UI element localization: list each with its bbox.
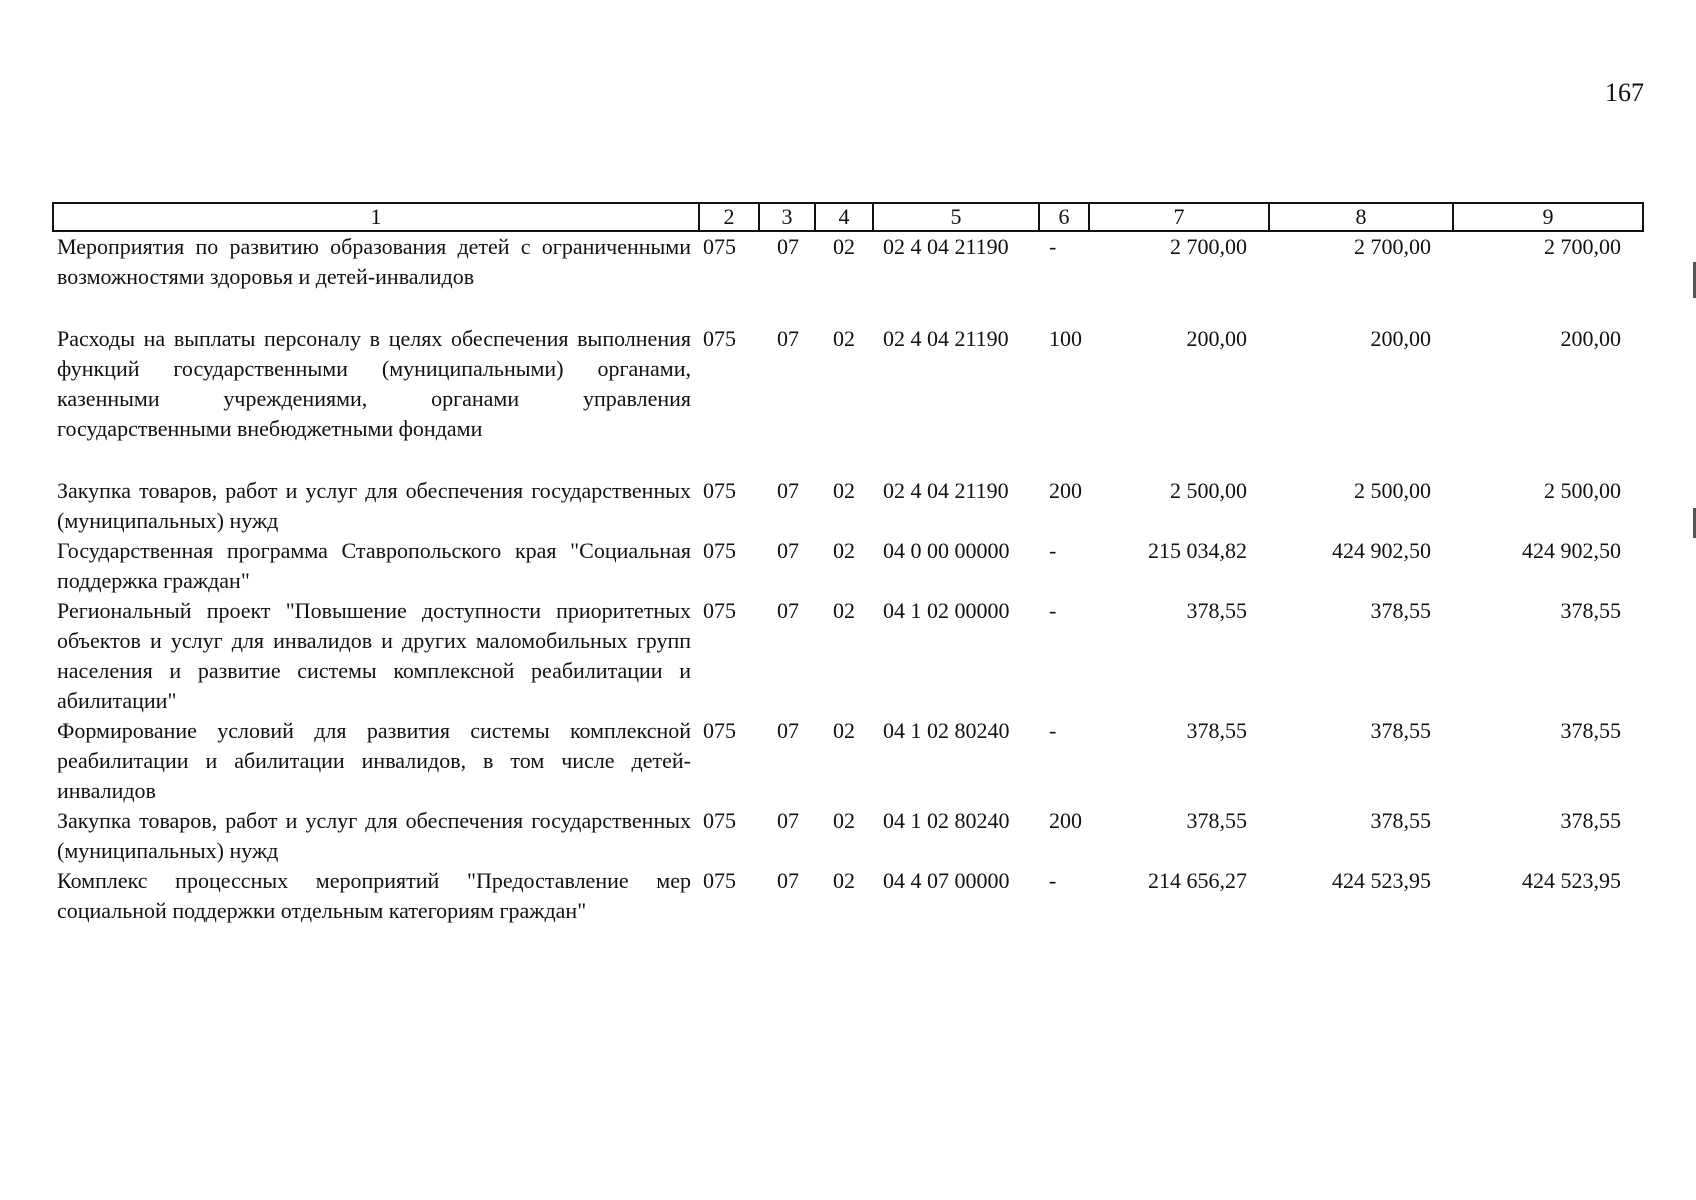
subsection-code: 02 [833,718,855,743]
column-header: 3 [759,203,815,231]
amount-col7: 2 500,00 [1170,478,1247,503]
column-header: 7 [1089,203,1269,231]
subsection-code: 02 [833,538,855,563]
table-row [53,324,1643,476]
amount-col7: 215 034,82 [1148,538,1247,563]
amount-col8: 378,55 [1370,808,1431,833]
subsection-code: 02 [833,234,855,259]
amount-col9: 424 523,95 [1522,868,1621,893]
amount-col8: 378,55 [1370,598,1431,623]
table-row [53,806,1643,866]
grbs-code: 075 [703,598,736,623]
amount-col8: 2 700,00 [1354,234,1431,259]
section-code: 07 [777,478,799,503]
column-header: 4 [815,203,873,231]
expense-type-code: - [1049,234,1057,259]
target-item-code: 04 1 02 80240 [883,808,1010,833]
amount-col8: 2 500,00 [1354,478,1431,503]
section-code: 07 [777,868,799,893]
subsection-code: 02 [833,808,855,833]
amount-col7: 2 700,00 [1170,234,1247,259]
target-item-code: 04 0 00 00000 [883,538,1010,563]
grbs-code: 075 [703,326,736,351]
table-row [53,596,1643,716]
target-item-code: 04 1 02 80240 [883,718,1010,743]
amount-col7: 200,00 [1186,326,1247,351]
target-item-code: 02 4 04 21190 [883,326,1009,351]
row-name: Закупка товаров, работ и услуг для обеспечения государственных (муниципальных) нужд [57,478,691,533]
expense-type-code: 200 [1049,808,1082,833]
table-row [53,716,1643,806]
expense-type-code: - [1049,718,1057,743]
column-header: 1 [53,203,699,231]
row-name: Комплекс процессных мероприятий "Предоставление мер социальной поддержки отдельным категориям граждан" [57,868,691,923]
amount-col7: 378,55 [1186,808,1247,833]
row-name: Расходы на выплаты персоналу в целях обеспечения выполнения функций государственными (муниципальными) органами, казенными учреждениями, органами управления государственными внебюджетными фондами [57,326,691,441]
subsection-code: 02 [833,868,855,893]
row-name: Государственная программа Ставропольского края "Социальная поддержка граждан" [57,538,691,593]
budget-table [52,202,1644,926]
amount-col9: 200,00 [1560,326,1621,351]
target-item-code: 02 4 04 21190 [883,478,1009,503]
expense-type-code: 100 [1049,326,1082,351]
expense-type-code: - [1049,868,1057,893]
amount-col8: 424 902,50 [1332,538,1431,563]
subsection-code: 02 [833,326,855,351]
amount-col9: 378,55 [1560,598,1621,623]
grbs-code: 075 [703,234,736,259]
amount-col9: 2 500,00 [1544,478,1621,503]
amount-col8: 200,00 [1370,326,1431,351]
column-header: 2 [699,203,759,231]
amount-col7: 378,55 [1186,598,1247,623]
amount-col9: 2 700,00 [1544,234,1621,259]
section-code: 07 [777,598,799,623]
table-header-row [53,203,1643,231]
amount-col9: 424 902,50 [1522,538,1621,563]
amount-col9: 378,55 [1560,808,1621,833]
table-row [53,536,1643,596]
grbs-code: 075 [703,868,736,893]
row-name: Региональный проект "Повышение доступности приоритетных объектов и услуг для инвалидов и других маломобильных групп населения и развитие системы комплексной реабилитации и абилитации" [57,598,691,713]
page-number: 167 [1605,78,1644,107]
amount-col8: 424 523,95 [1332,868,1431,893]
column-header: 6 [1039,203,1089,231]
table-row [53,866,1643,926]
subsection-code: 02 [833,478,855,503]
row-name: Закупка товаров, работ и услуг для обеспечения государственных (муниципальных) нужд [57,808,691,863]
table-row [53,476,1643,536]
expense-type-code: - [1049,598,1057,623]
column-header: 8 [1269,203,1453,231]
grbs-code: 075 [703,808,736,833]
expense-type-code: 200 [1049,478,1082,503]
amount-col8: 378,55 [1370,718,1431,743]
section-code: 07 [777,808,799,833]
target-item-code: 04 4 07 00000 [883,868,1010,893]
column-header: 9 [1453,203,1643,231]
amount-col9: 378,55 [1560,718,1621,743]
expense-type-code: - [1049,538,1057,563]
column-header: 5 [873,203,1039,231]
section-code: 07 [777,538,799,563]
section-code: 07 [777,234,799,259]
grbs-code: 075 [703,538,736,563]
table-row [53,231,1643,324]
amount-col7: 378,55 [1186,718,1247,743]
grbs-code: 075 [703,478,736,503]
row-name: Формирование условий для развития системы комплексной реабилитации и абилитации инвалидов, в том числе детей-инвалидов [57,718,691,803]
amount-col7: 214 656,27 [1148,868,1247,893]
section-code: 07 [777,326,799,351]
grbs-code: 075 [703,718,736,743]
subsection-code: 02 [833,598,855,623]
section-code: 07 [777,718,799,743]
target-item-code: 04 1 02 00000 [883,598,1010,623]
row-name: Мероприятия по развитию образования детей с ограниченными возможностями здоровья и детей-инвалидов [57,234,691,289]
target-item-code: 02 4 04 21190 [883,234,1009,259]
